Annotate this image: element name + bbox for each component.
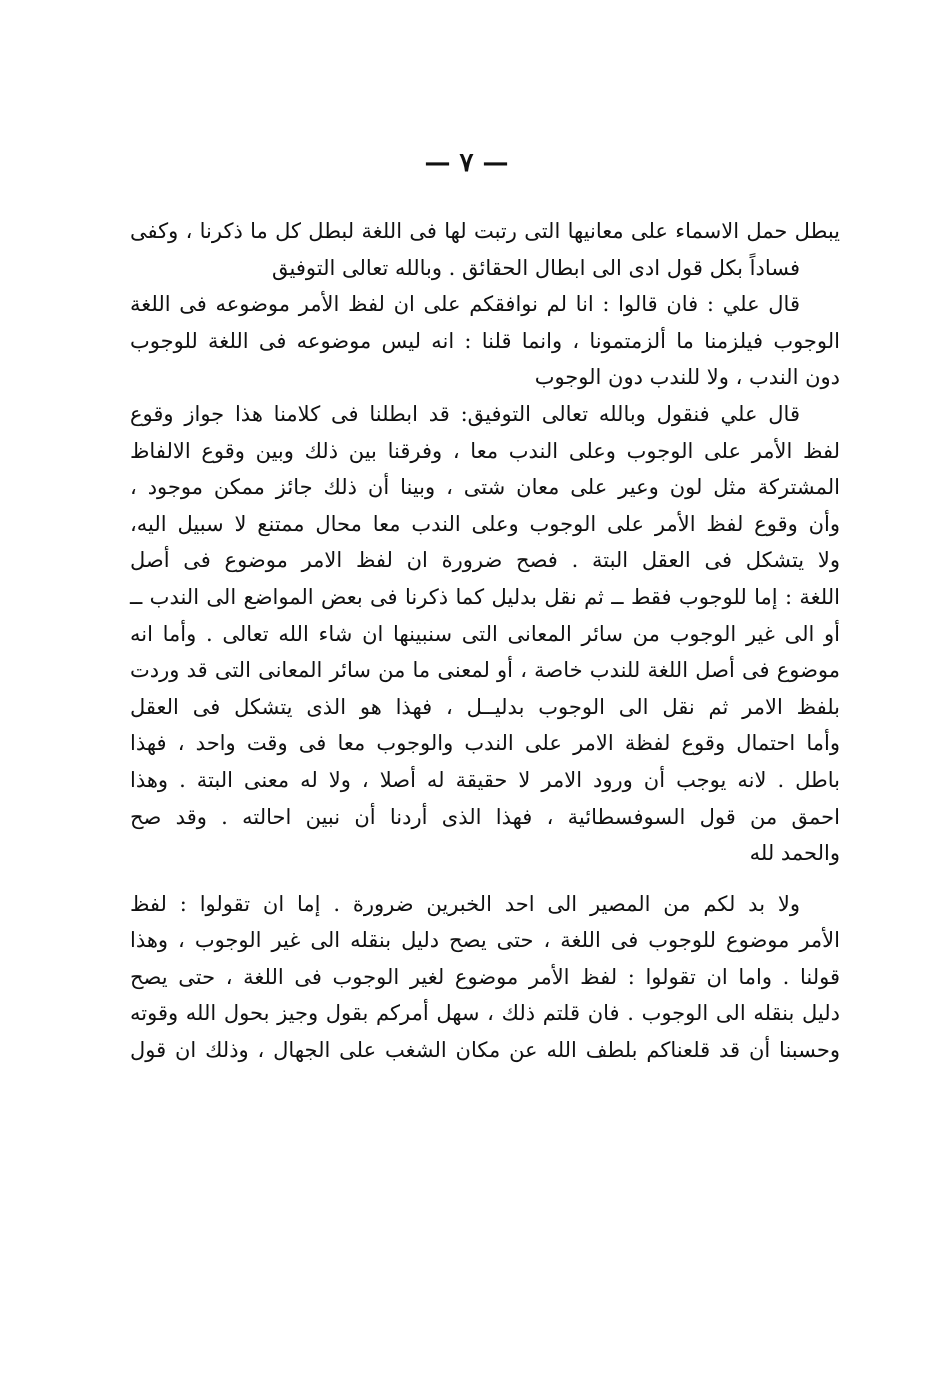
text-line: ولا يتشكل فى العقل البتة . فصح ضرورة ان لفظ الامر موضوع فى أصل (130, 548, 840, 573)
text-line: قال علي فنقول وبالله تعالى التوفيق: قد ابطلنا فى كلامنا هذا جواز وقوع (130, 401, 800, 426)
text-line: دون الندب ، ولا للندب دون الوجوب (534, 365, 840, 390)
page-number: — ٧ — (424, 148, 509, 178)
text-line: وأن وقوع لفظ الأمر على الوجوب وعلى الندب معا محال ممتنع لا سبيل اليه، (130, 511, 840, 536)
text-line: فساداً بكل قول ادى الى ابطال الحقائق . وبالله تعالى التوفيق (272, 255, 800, 280)
text-body (130, 213, 840, 1069)
text-line: الأمر موضوع للوجوب فى اللغة ، حتى يصح دليل بنقله الى غير الوجوب ، وهذا (130, 928, 840, 953)
paragraph-2 (130, 286, 840, 396)
text-line: والحمد لله (749, 841, 840, 866)
text-line: قولنا . واما ان تقولوا : لفظ الأمر موضوع لغير الوجوب فى اللغة ، حتى يصح (130, 964, 840, 989)
paragraph-1 (130, 213, 840, 286)
text-line: ولا بد لكم من المصير الى احد الخبرين ضرورة . إما ان تقولوا : لفظ (130, 891, 800, 916)
text-line: موضوع فى أصل اللغة للندب خاصة ، أو لمعنى ما من سائر المعانى التى قد وردت (130, 658, 840, 683)
text-line: احمق من قول السوفسطائية ، فهذا الذى أردنا أن نبين احالته . وقد صح (130, 804, 840, 829)
text-line: أو الى غير الوجوب من سائر المعانى التى سنبينها ان شاء الله تعالى . وأما انه (130, 621, 840, 646)
paragraph-4 (130, 886, 840, 1069)
paragraph-3 (130, 396, 840, 872)
text-line: الوجوب فيلزمنا ما ألزمتمونا ، وانما قلنا : انه ليس موضوعه فى اللغة للوجوب (130, 328, 840, 353)
text-line: بلفظ الامر ثم نقل الى الوجوب بدليــل ، فهذا هو الذى يتشكل فى العقل (130, 694, 840, 719)
text-line: باطل . لانه يوجب أن ورود الامر لا حقيقة له أصلا ، ولا له معنى البتة . وهذا (130, 767, 840, 792)
text-line: قال علي : فان قالوا : انا لم نوافقكم على ان لفظ الأمر موضوعه فى اللغة (130, 292, 800, 317)
text-line: وأما احتمال وقوع لفظة الامر على الندب والوجوب معا فى وقت واحد ، فهذا (130, 731, 840, 756)
text-line: المشتركة مثل لون وعير على معان شتى ، وبينا أن ذلك جائز ممكن موجود ، (130, 475, 840, 500)
text-line: وحسبنا أن قد قلعناكم بلطف الله عن مكان الشغب على الجهال ، وذلك ان قول (130, 1038, 840, 1063)
text-line: يبطل حمل الاسماء على معانيها التى رتبت لها فى اللغة لبطل كل ما ذكرنا ، وكفى (130, 219, 840, 243)
text-line: اللغة : إما للوجوب فقط ــ ثم نقل بدليل كما ذكرنا فى بعض المواضع الى الندب ــ (130, 584, 840, 609)
text-line: دليل بنقله الى الوجوب . فان قلتم ذلك ، سهل أمركم بقول وجيز بحول الله وقوته (130, 1001, 840, 1026)
text-line: لفظ الأمر على الوجوب وعلى الندب معا ، وفرقنا بين ذلك وبين وقوع الالفاظ (130, 438, 840, 463)
